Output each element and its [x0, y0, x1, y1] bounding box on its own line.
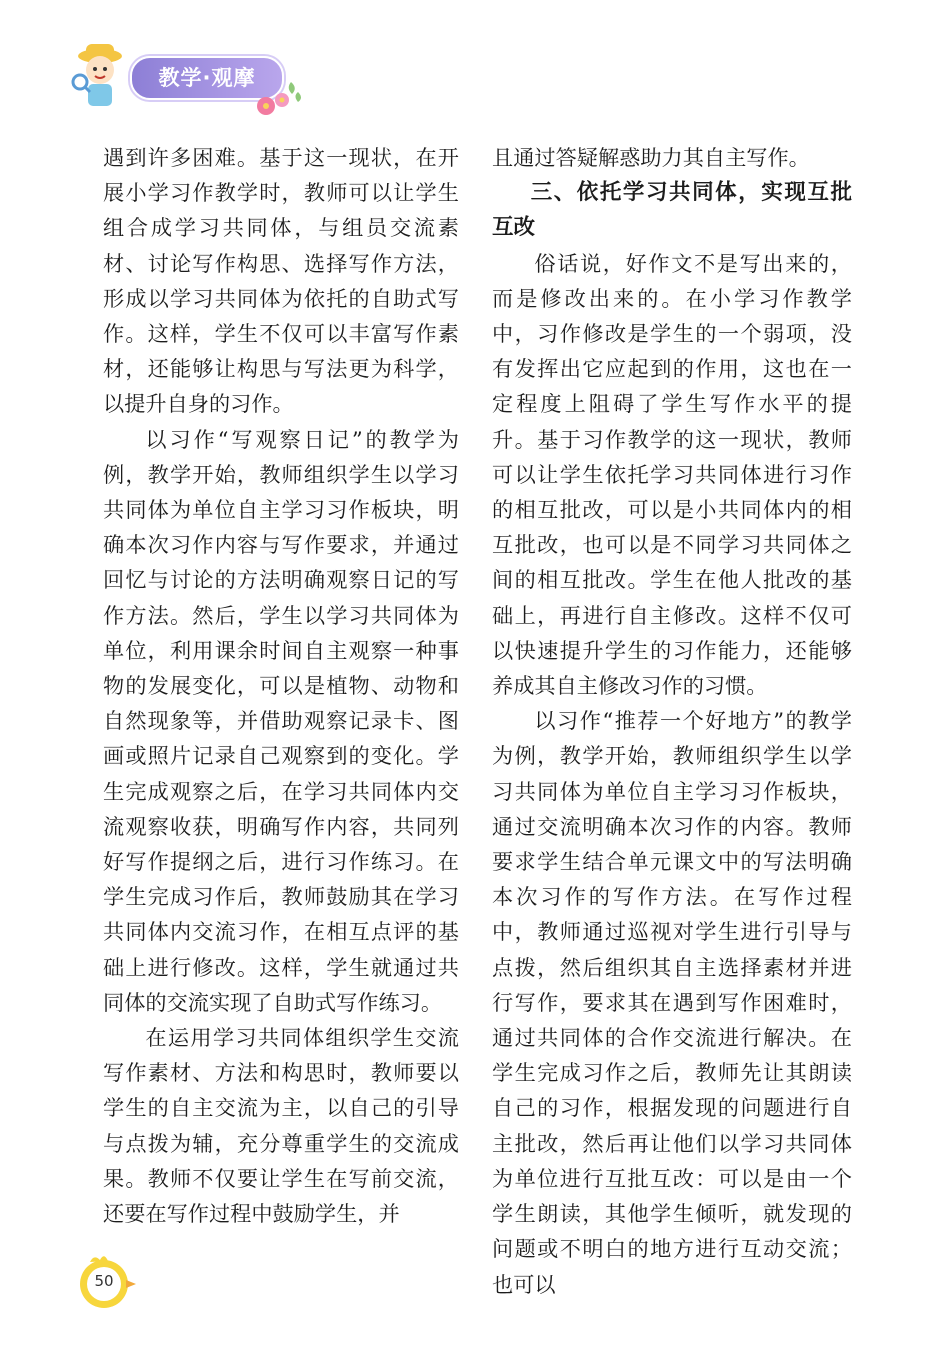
flowers-icon [246, 78, 306, 118]
paragraph: 以习作“推荐一个好地方”的教学为例，教学开始，教师组织学生以学习共同体为单位自主学习习作板块，通过交流明确本次习作的内容。教师要求学生结合单元课文中的写法明确本次习作的写作方法。在写作过程中，教师通过巡视对学生进行引导与点拨，然后组织其自主选择素材并进行写作，要求其在遇到写作困难时，通过共同体的合作交流进行解决。在学生完成习作之后，教师先让其朗读自己的习作，根据发现的问题进行自主批改，然后再让他们以学习共同体为单位进行互批互改：可以是由一个学生朗读，其他学生倾听，就发现的问题或不明白的地方进行互动交流；也可以 [492, 708, 852, 1297]
left-column [103, 140, 459, 1231]
section-label: 教学·观摩 [130, 56, 284, 100]
paragraph: 以习作“写观察日记”的教学为例，教学开始，教师组织学生以学习共同体为单位自主学习习作板块，明确本次习作内容与写作要求，并通过回忆与讨论的方法明确观察日记的写作方法。然后，学生以学习共同体为单位，利用课余时间自主观察一种事物的发展变化，可以是植物、动物和自然现象等，并借助观察记录卡、图画或照片记录自己观察到的变化。学生完成观察之后，在学习共同体内交流观察收获，明确写作内容，共同列好写作提纲之后，进行习作练习。在学生完成习作后，教师鼓励其在学习共同体内交流习作，在相互点评的基础上进行修改。这样，学生就通过共同体的交流实现了自助式写作练习。 [103, 426, 459, 1015]
page-number: 50 [94, 1272, 114, 1290]
paragraph: 遇到许多困难。基于这一现状，在开展小学习作教学时，教师可以让学生组合成学习共同体，与组员交流素材、讨论写作构思、选择写作方法，形成以学习共同体为依托的自助式写作。这样，学生不仅可以丰富写作素材，还能够让构思与写法更为科学，以提升自身的习作。 [103, 145, 459, 417]
section-heading: 三、依托学习共同体，实现互批互改 [492, 180, 852, 241]
child-explorer-icon [70, 42, 134, 112]
page-number-badge [70, 1252, 138, 1312]
paragraph: 俗话说，好作文不是写出来的，而是修改出来的。在小学习作教学中，习作修改是学生的一个弱项，没有发挥出它应起到的作用，这也在一定程度上阻碍了学生写作水平的提升。基于习作教学的这一现状，教师可以让学生依托学习共同体进行习作的相互批改，可以是小共同体内的相互批改，也可以是不同学习共同体之间的相互批改。学生在他人批改的基础上，再进行自主修改。这样不仅可以快速提升学生的习作能力，还能够养成其自主修改习作的习惯。 [492, 250, 852, 699]
right-column [492, 140, 852, 1302]
paragraph: 在运用学习共同体组织学生交流写作素材、方法和构思时，教师要以学生的自主交流为主，以自己的引导与点拨为辅，充分尊重学生的交流成果。教师不仅要让学生在写前交流，还要在写作过程中鼓励学生，并 [103, 1025, 459, 1227]
section-header [70, 38, 310, 118]
paragraph: 且通过答疑解惑助力其自主写作。 [492, 145, 810, 170]
